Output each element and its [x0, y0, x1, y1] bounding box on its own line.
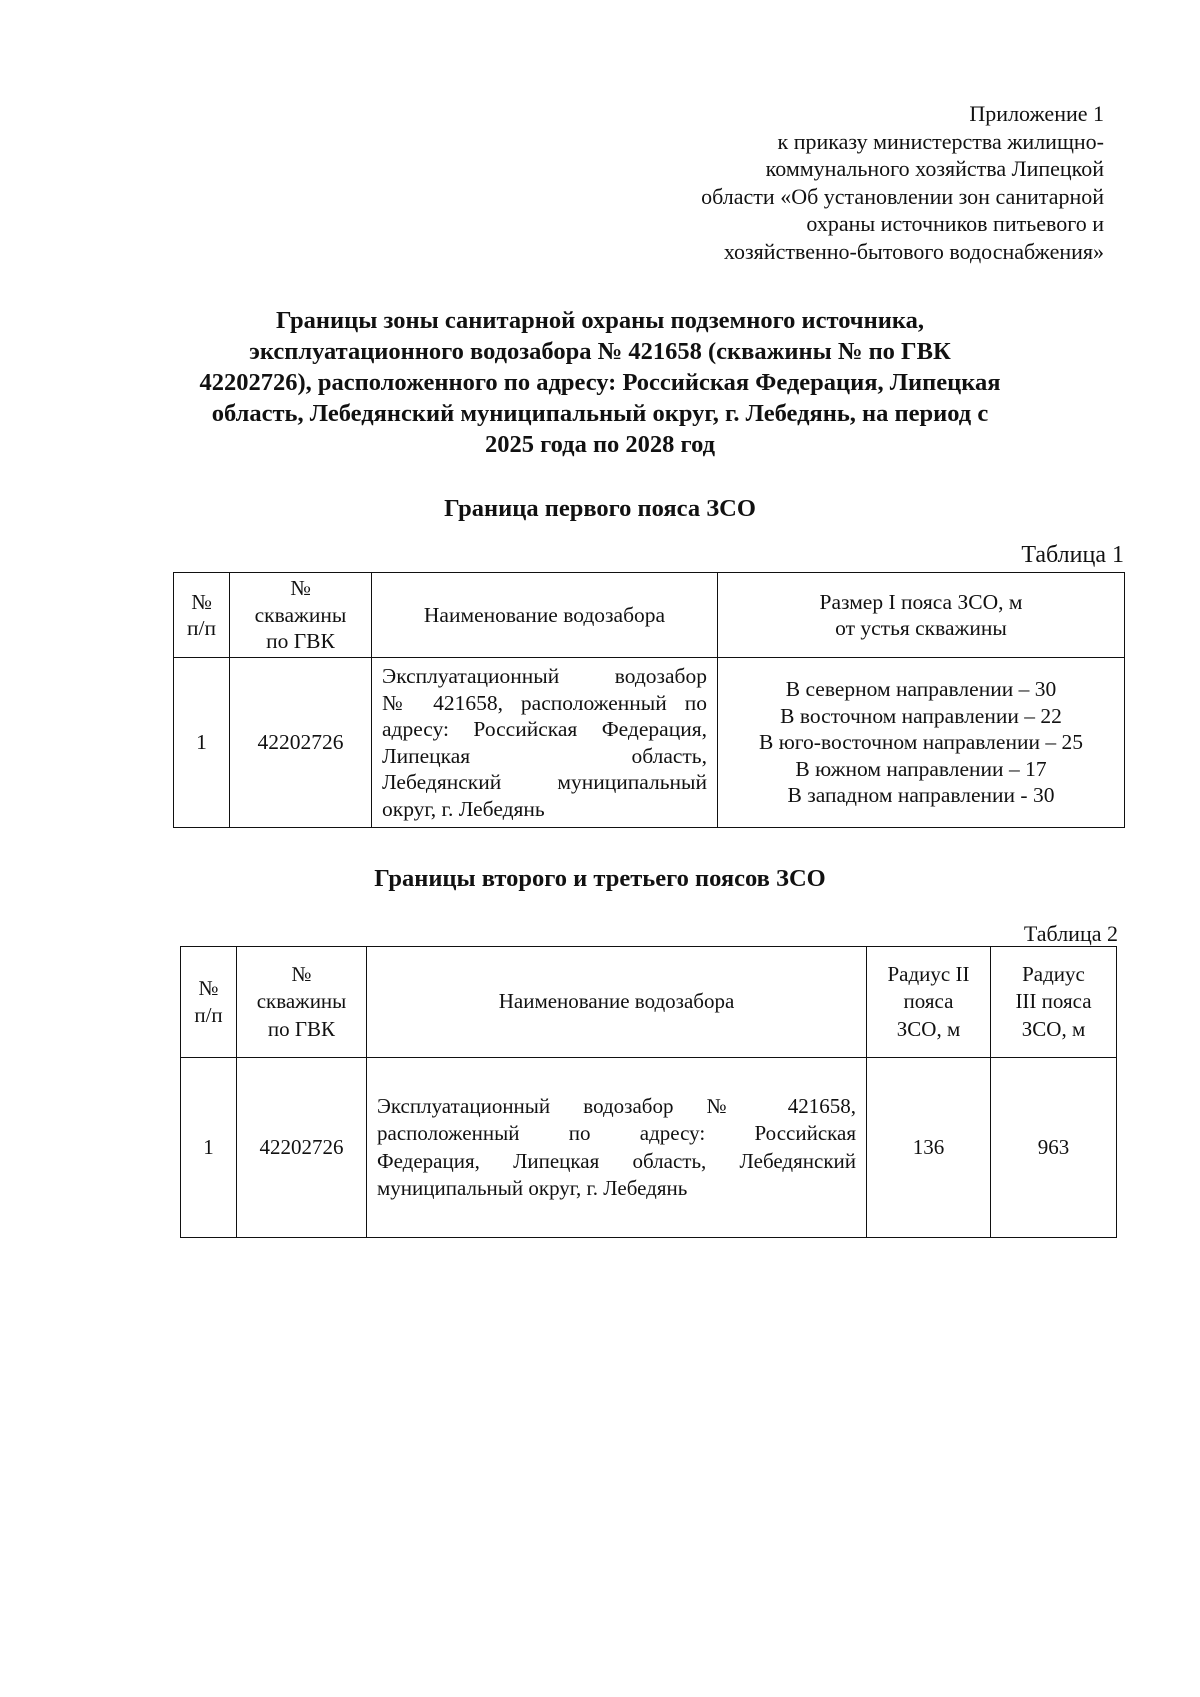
appendix-line: охраны источников питьевого и [806, 211, 1104, 236]
table-row [181, 1058, 1117, 1238]
header-cell-name: Наименование водозабора [372, 573, 718, 658]
cell-radius-3: 963 [991, 1058, 1117, 1238]
header-text: от устья скважины [835, 616, 1007, 640]
table2-label: Таблица 2 [1023, 921, 1118, 946]
name-line: Эксплуатационный водозабор [382, 664, 707, 688]
header-text: Радиус [1022, 961, 1085, 986]
header-text: по ГВК [267, 1016, 336, 1041]
name-line: Федерация, Липецкая область, Лебедянский [377, 1148, 856, 1173]
header-text: № [291, 961, 312, 986]
table-header-row [174, 573, 1125, 658]
header-text: п/п [187, 616, 216, 640]
cell-name [372, 658, 718, 828]
header-text: по ГВК [266, 629, 335, 654]
header-text: ЗСО, м [1021, 1016, 1086, 1041]
table-header-row [181, 947, 1117, 1058]
direction-line: В восточном направлении – 22 [780, 703, 1062, 728]
header-cell-radius-3 [991, 947, 1117, 1058]
header-cell-well [237, 947, 367, 1058]
header-text: п/п [194, 1003, 223, 1027]
direction-line: В южном направлении – 17 [795, 756, 1047, 781]
direction-line: В западном направлении - 30 [787, 783, 1055, 808]
name-line: муниципальный округ, г. Лебедянь [377, 1176, 688, 1200]
header-cell-num [181, 947, 237, 1058]
cell-directions [718, 658, 1125, 828]
table-first-zone [173, 572, 1125, 828]
header-cell-num [174, 573, 230, 658]
cell-num: 1 [174, 658, 230, 828]
section2-title: Границы второго и третьего поясов ЗСО [374, 865, 826, 892]
header-text: скважины [254, 602, 347, 627]
name-line: округ, г. Лебедянь [382, 796, 545, 821]
title-line: область, Лебедянский муниципальный округ, г. Лебедянь, на период с [211, 400, 989, 427]
cell-well: 42202726 [230, 658, 372, 828]
header-text: Радиус II [887, 961, 970, 986]
name-line: адресу: Российская Федерация, [382, 717, 707, 741]
header-cell-radius-2 [867, 947, 991, 1058]
header-text: № [198, 975, 219, 1000]
header-text: Размер I пояса ЗСО, м [819, 589, 1023, 614]
title-line: 2025 года по 2028 год [484, 431, 716, 458]
cell-well: 42202726 [237, 1058, 367, 1238]
name-line: Лебедянский муниципальный [382, 770, 707, 794]
table1-label: Таблица 1 [1021, 542, 1124, 568]
name-line: Липецкая область, [382, 743, 707, 768]
header-cell-name: Наименование водозабора [367, 947, 867, 1058]
title-line: Границы зоны санитарной охраны подземного источника, [276, 307, 924, 334]
cell-radius-2: 136 [867, 1058, 991, 1238]
appendix-line: области «Об установлении зон санитарной [701, 183, 1104, 209]
header-text: скважины [256, 989, 347, 1014]
cell-name [367, 1058, 867, 1238]
header-text: ЗСО, м [896, 1016, 961, 1041]
document-title [150, 305, 1050, 460]
name-line: № 421658, расположенный по [382, 690, 707, 715]
header-text: пояса [903, 989, 954, 1014]
appendix-line: Приложение 1 [969, 101, 1104, 126]
appendix-line: к приказу министерства жилищно- [777, 128, 1104, 154]
table-row [174, 658, 1125, 828]
direction-line: В северном направлении – 30 [785, 677, 1057, 702]
title-line: 42202726), расположенного по адресу: Российская Федерация, Липецкая [199, 369, 1001, 396]
name-line: Эксплуатационный водозабор № 421658, [377, 1093, 856, 1118]
header-text: № [191, 589, 212, 614]
cell-num: 1 [181, 1058, 237, 1238]
header-cell-size [718, 573, 1125, 658]
name-line: расположенный по адресу: Российская [377, 1121, 856, 1145]
table-second-third-zone [180, 946, 1117, 1238]
appendix-line: хозяйственно-бытового водоснабжения» [723, 238, 1104, 264]
header-text: III пояса [1015, 989, 1092, 1014]
title-line: эксплуатационного водозабора № 421658 (скважины № по ГВК [249, 338, 951, 365]
appendix-line: коммунального хозяйства Липецкой [765, 156, 1104, 181]
header-cell-well [230, 573, 372, 658]
direction-line: В юго-восточном направлении – 25 [759, 730, 1083, 755]
appendix-header [544, 100, 1104, 265]
section1-title: Граница первого пояса ЗСО [444, 495, 756, 522]
header-text: № [290, 576, 311, 601]
